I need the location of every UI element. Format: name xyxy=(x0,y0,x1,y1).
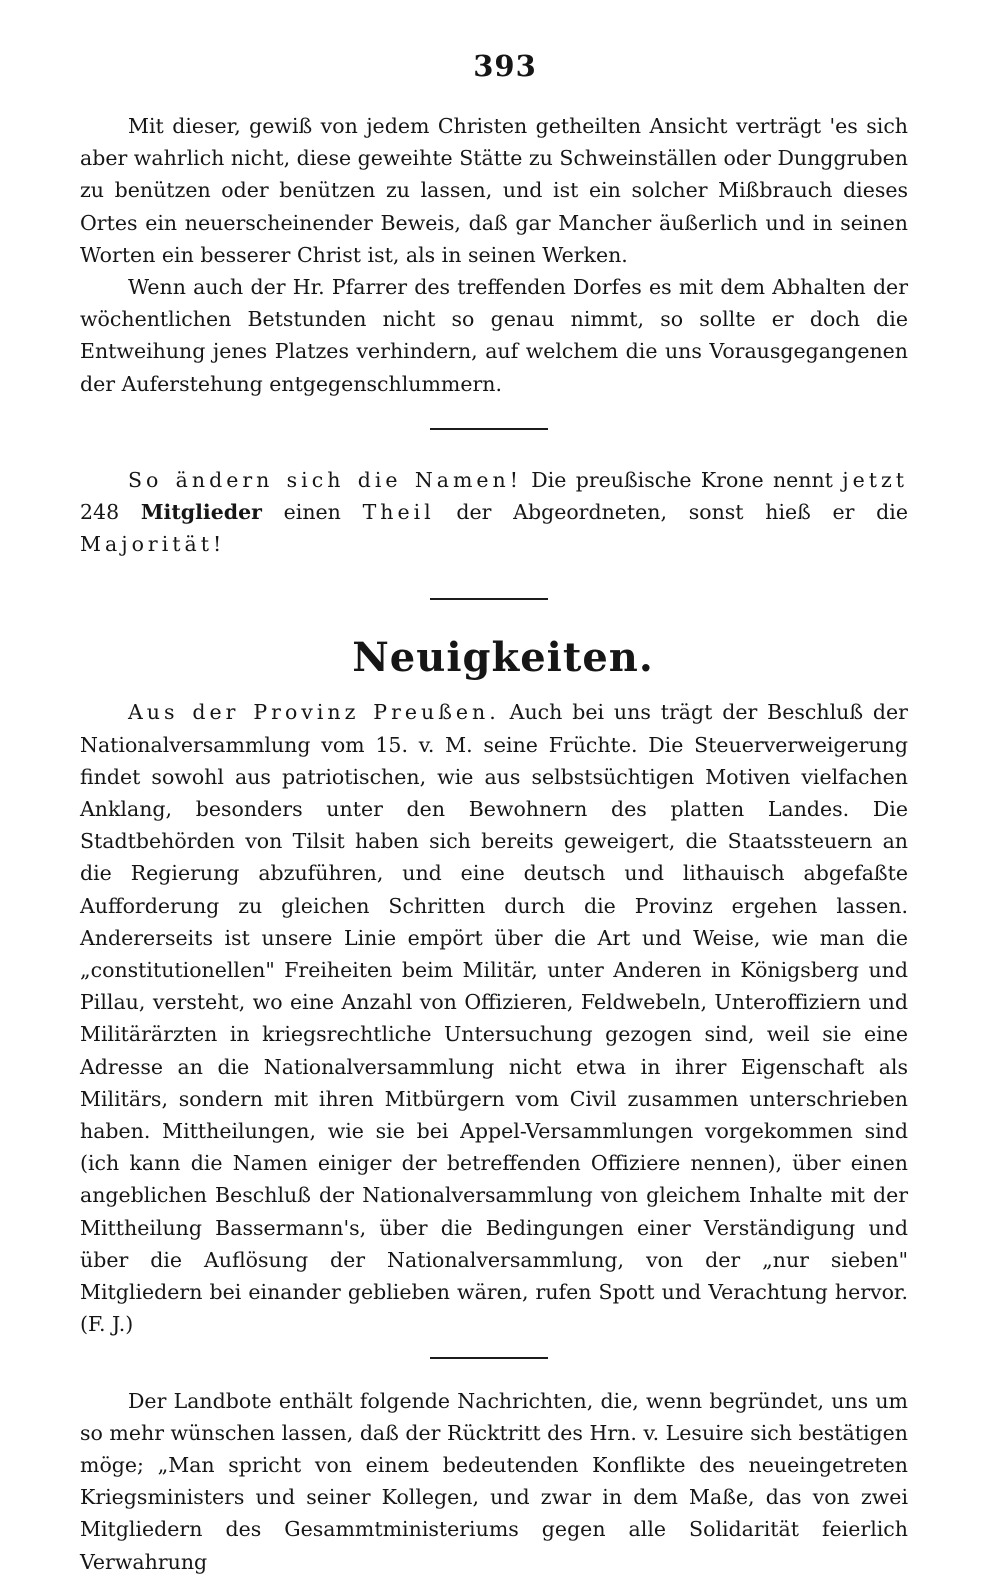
names-change-emphasis-now: jetzt xyxy=(842,467,908,492)
paragraph-christian-view: Mit dieser, gewiß von jedem Christen getheilten Ansicht verträgt 'es sich aber wahrlich nicht, diese geweihte Stätte zu Schweinställen oder Dunggruben zu benützen oder benützen zu lassen, und ist ein solcher Mißbrauch dieses Ortes ein neuerscheinender Beweis, daß gar Mancher äußerlich und in seinen Worten ein besserer Christ ist, als in seinen Werken. xyxy=(80,114,908,267)
news-body: Auch bei uns trägt der Beschluß der Nationalversammlung vom 15. v. M. seine Früchte. Die Steuerverweigerung findet sowohl aus patriotischen, wie aus selbstsüchtigen Motiven vielfachen Anklang, besonders unter den Bewohnern des platten Landes. Die Stadtbehörden von Tilsit haben sich bereits geweigert, die Staatssteuern an die Regierung abzuführen, und eine deutsch und lithauisch abgefaßte Aufforderung zu gleichen Schritten durch die Provinz ergehen lassen. Andererseits ist unsere Linie empört über die Art und Weise, wie man die „constitutionellen" Freiheiten beim Militär, unter Anderen in Königsberg und Pillau, versteht, wo eine Anzahl von Offizieren, Feldwebeln, Unteroffiziern und Militärärzten in kriegsrechtliche Untersuchung gezogen sind, weil sie eine Adresse an die Nationalversammlung nicht etwa in ihrer Eigenschaft als Militärs, sondern mit ihren Mitbürgern vom Civil zusammen unterschrieben haben. Mittheilungen, wie sie bei Appel-Versammlungen vorgekommen sind (ich kann die Namen einiger der betreffenden Offiziere nennen), über einen angeblichen Beschluß der Nationalversammlung von gleichem Inhalte mit der Mittheilung Bassermann's, über die Bedingungen einer Verständigung und über die Auflösung der Nationalversammlung, von der „nur sieben" Mitgliedern bei einander geblieben wären, rufen Spott und Verachtung hervor. (F. J.) xyxy=(80,700,908,1337)
paragraph-news-prussia xyxy=(80,696,908,1340)
section-divider xyxy=(430,598,548,600)
names-change-count: 248 xyxy=(80,500,141,525)
news-location: Aus der Provinz Preußen. xyxy=(128,700,500,725)
section-heading: Neuigkeiten. xyxy=(352,634,654,682)
names-change-text: Die preußische Krone nennt xyxy=(522,467,843,492)
section-divider xyxy=(430,1357,548,1359)
page-number: 393 xyxy=(473,49,537,83)
names-change-phrase: So ändern sich die Namen! xyxy=(128,467,522,492)
section-divider xyxy=(430,428,548,430)
paragraph-landbote: Der Landbote enthält folgende Nachrichten, die, wenn begründet, uns um so mehr wünschen lassen, daß der Rücktritt des Hrn. v. Lesuire sich bestätigen möge; „Man spricht von einem bedeutenden Konflikte des neueingetreten Kriegsministers und seiner Kollegen, und zwar in dem Maße, das von zwei Mitgliedern des Gesammtministeriums gegen alle Solidarität feierlich Verwahrung xyxy=(80,1388,908,1574)
names-change-emphasis-part: Theil xyxy=(362,500,435,525)
names-change-members: Mitglieder xyxy=(140,500,262,525)
names-change-emphasis-majority: Majorität! xyxy=(80,532,226,557)
names-change-text-3: der Abgeordneten, sonst hieß er die xyxy=(434,500,908,525)
paragraph-names-change xyxy=(80,464,908,561)
paragraph-pastor: Wenn auch der Hr. Pfarrer des treffenden Dorfes es mit dem Abhalten der wöchentlichen Betstunden nicht so genau nimmt, so sollte er doch die Entweihung jenes Platzes verhindern, auf welchem die uns Vorausgegangenen der Auferstehung entgegenschlummern. xyxy=(80,275,908,396)
names-change-text-2: einen xyxy=(261,500,363,525)
document-page xyxy=(80,46,908,1578)
